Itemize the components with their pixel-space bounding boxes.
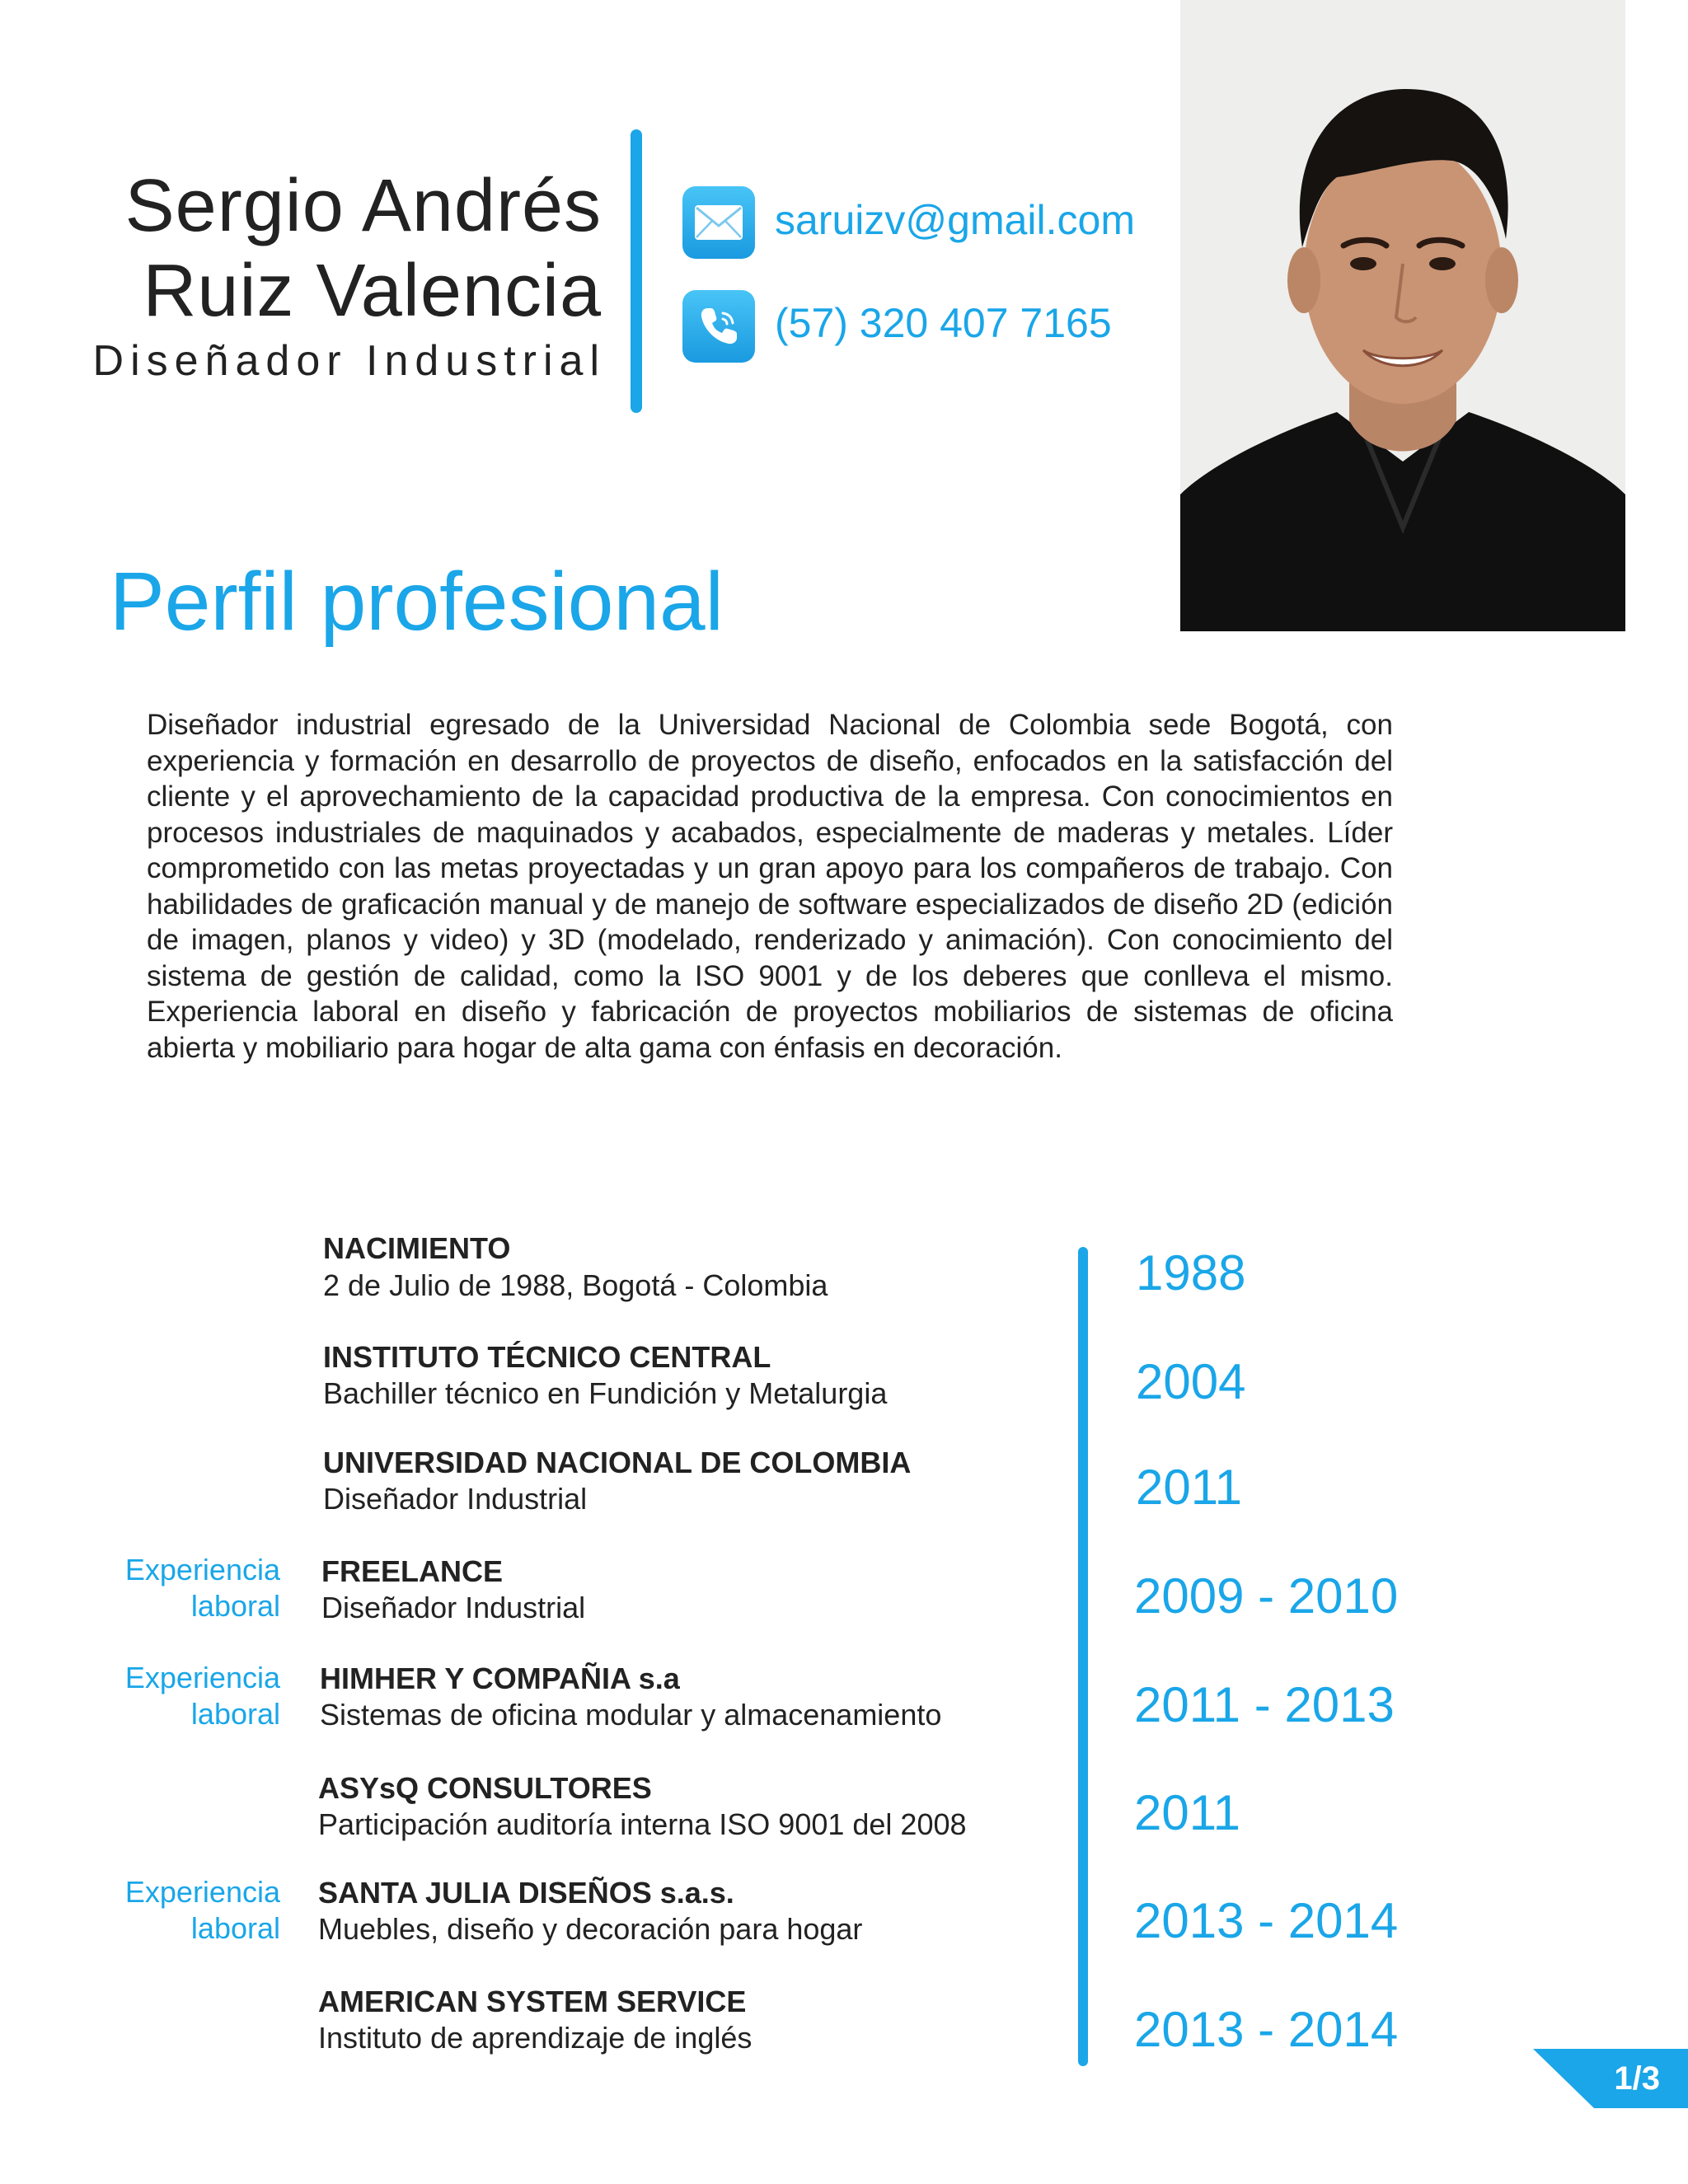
timeline-year: 2011 — [1134, 1785, 1241, 1840]
timeline-desc: Instituto de aprendizaje de inglés — [318, 2021, 753, 2055]
timeline-title: UNIVERSIDAD NACIONAL DE COLOMBIA — [323, 1446, 912, 1479]
timeline-desc: Muebles, diseño y decoración para hogar — [318, 1912, 863, 1946]
timeline-title: SANTA JULIA DISEÑOS s.a.s. — [318, 1876, 734, 1910]
timeline-year: 2011 - 2013 — [1134, 1677, 1395, 1732]
header-divider — [631, 129, 642, 413]
timeline-year: 2013 - 2014 — [1134, 1893, 1399, 1948]
email-link[interactable]: saruizv@gmail.com — [775, 197, 1135, 243]
timeline-desc: 2 de Julio de 1988, Bogotá - Colombia — [323, 1268, 828, 1302]
timeline-title: AMERICAN SYSTEM SERVICE — [318, 1985, 747, 2018]
page-indicator — [1533, 2049, 1688, 2108]
section-title-profile: Perfil profesional — [110, 555, 724, 648]
timeline-title: HIMHER Y COMPAÑIA s.a — [320, 1661, 680, 1695]
timeline-desc: Bachiller técnico en Fundición y Metalurgia — [323, 1376, 888, 1410]
timeline-desc: Diseñador Industrial — [321, 1591, 586, 1624]
timeline-category: Experiencia laboral — [124, 1875, 280, 1945]
profile-text: Diseñador industrial egresado de la Universidad Nacional de Colombia sede Bogotá, con experiencia y formación en desarrollo de proyectos de diseño, enfocados en la satisfacción del cliente y el aprovechamiento de la capacidad productiva de la empresa. Con conocimientos en procesos industriales de maquinados y acabados, especialmente de maderas y metales. Líder comprometido con las metas proyectadas y un gran apoyo para los compañeros de trabajo. Con habilidades de graficación manual y de manejo de software especializados de diseño 2D (edición de imagen, planos y video) y 3D (modelado, renderizado y animación). Con conocimiento del sistema de gestión de calidad, como la ISO 9001 y de los deberes que conlleva el mismo. Experiencia laboral en diseño y fabricación de proyectos mobiliarios de sistemas de oficina abierta y mobiliario para hogar de alta gama con énfasis en decoración. — [147, 709, 1393, 1064]
timeline-year: 2013 - 2014 — [1134, 2002, 1399, 2057]
page-number: 1/3 — [1614, 2060, 1660, 2097]
timeline-year: 1988 — [1136, 1245, 1246, 1301]
timeline-year: 2004 — [1136, 1354, 1246, 1409]
timeline-title: NACIMIENTO — [323, 1231, 511, 1265]
timeline-title: INSTITUTO TÉCNICO CENTRAL — [323, 1340, 771, 1374]
timeline-desc: Sistemas de oficina modular y almacenamiento — [320, 1698, 942, 1732]
timeline-category: Experiencia laboral — [124, 1661, 280, 1731]
envelope-icon — [682, 186, 755, 259]
name-last: Ruiz Valencia — [143, 250, 602, 332]
timeline-title: ASYsQ CONSULTORES — [318, 1771, 652, 1805]
timeline-desc: Participación auditoría interna ISO 9001 del 2008 — [318, 1807, 967, 1841]
timeline-desc: Diseñador Industrial — [323, 1482, 588, 1516]
timeline-bar — [1078, 1247, 1088, 2066]
phone-number[interactable]: (57) 320 407 7165 — [775, 300, 1112, 346]
profile-photo — [1180, 0, 1625, 631]
timeline-category: Experiencia laboral — [124, 1553, 280, 1623]
timeline-title: FREELANCE — [321, 1554, 504, 1588]
phone-icon — [682, 290, 755, 363]
timeline-year: 2009 - 2010 — [1134, 1568, 1399, 1624]
job-title: Diseñador Industrial — [92, 337, 606, 385]
timeline-year: 2011 — [1136, 1460, 1243, 1515]
name-first: Sergio Andrés — [124, 165, 602, 247]
